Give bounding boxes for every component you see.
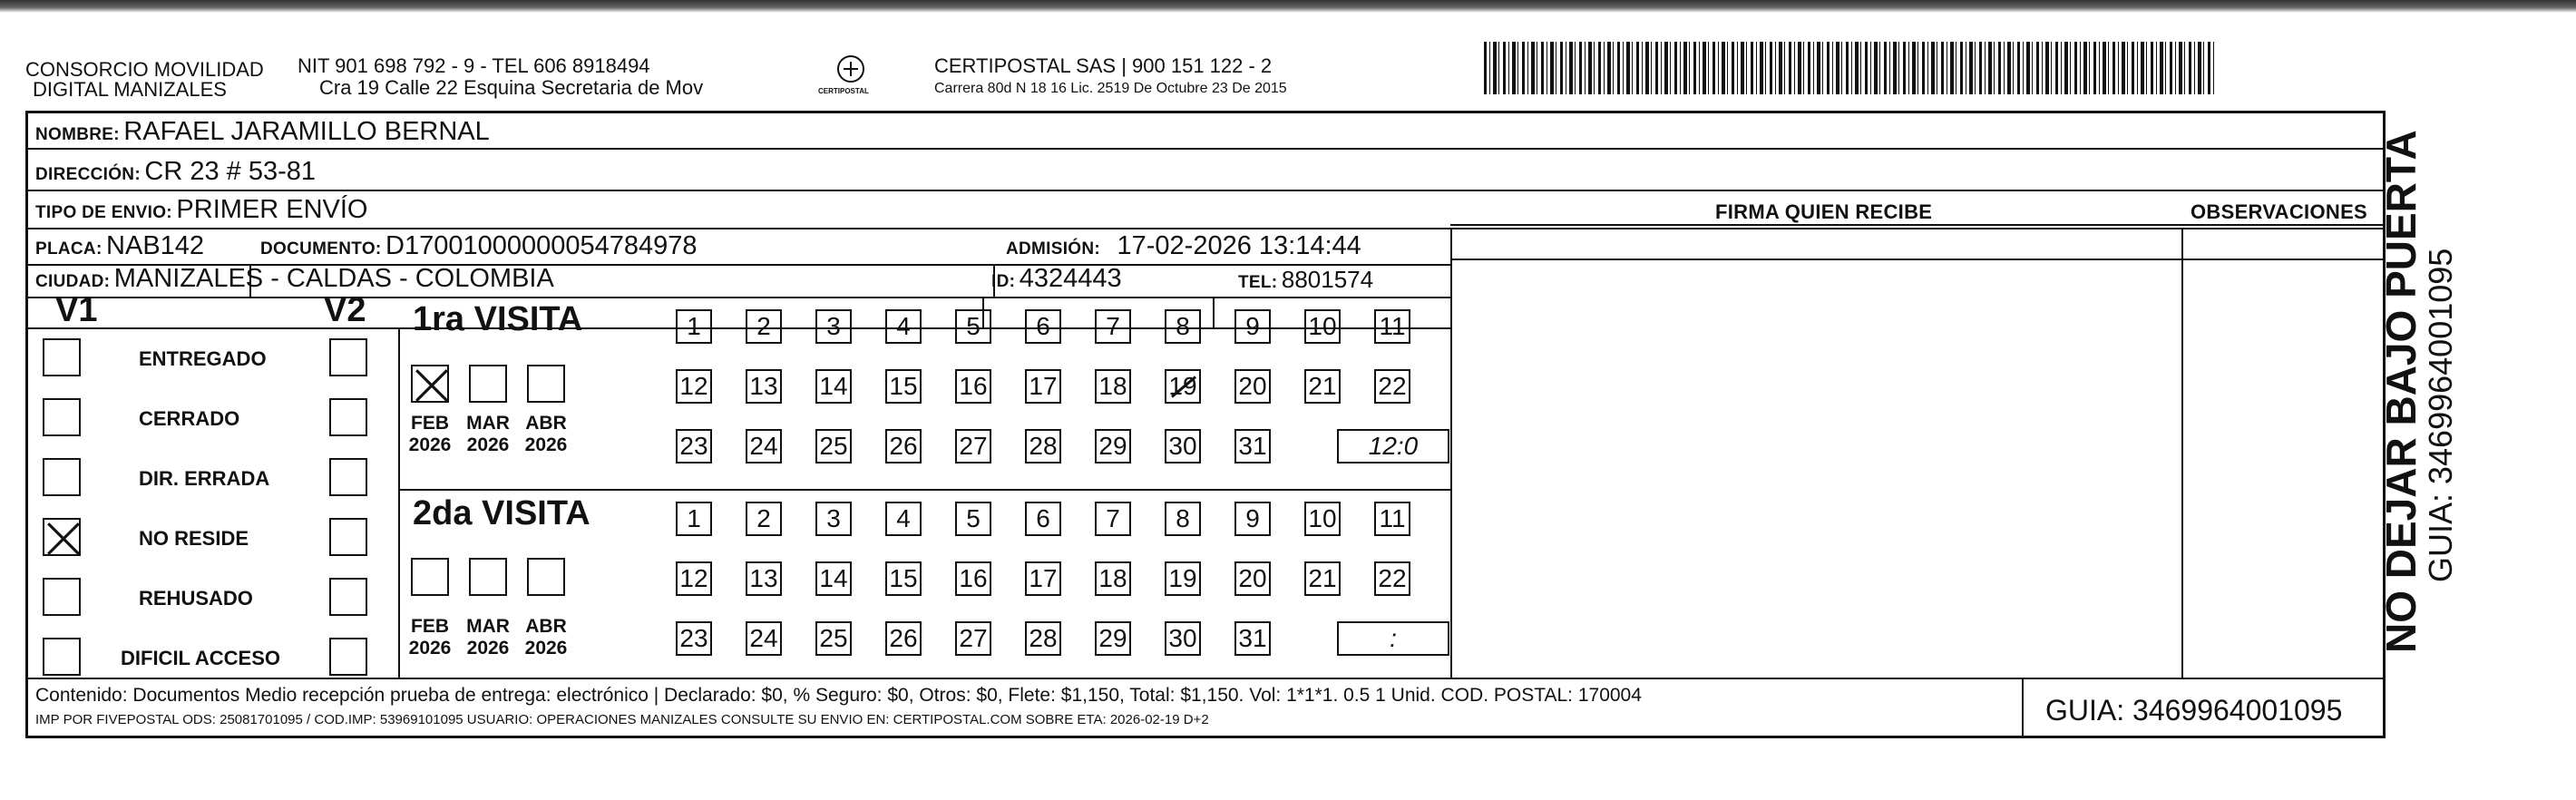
v2-label: V2: [324, 291, 366, 329]
documento-label: DOCUMENTO:: [260, 239, 382, 259]
month-name: FEB: [411, 616, 449, 637]
id-label: ID:: [991, 272, 1016, 291]
second-visit-month-label-2: [462, 616, 514, 659]
second-visit-day-16[interactable]: 16: [955, 561, 991, 596]
v1-checkbox-1[interactable]: [43, 338, 81, 376]
direccion-label: DIRECCIÓN:: [35, 165, 141, 184]
second-visit-day-10[interactable]: 10: [1304, 502, 1341, 536]
status-label-1: ENTREGADO: [139, 347, 267, 370]
footer-content-line: Contenido: Documentos Medio recepción prueba de entrega: electrónico | Declarado: $0, % Seguro: $0, Otros: $0, Flete: $1,150, Total: $1,150. Vol: 1*1*1. 0.5 1 Unid. COD. POSTAL: 170004: [35, 685, 1642, 706]
second-visit-day-9[interactable]: 9: [1234, 502, 1271, 536]
first-visit-day-27[interactable]: 27: [955, 429, 991, 463]
courier-address: Carrera 80d N 18 16 Lic. 2519 De Octubre 23 De 2015: [934, 81, 1287, 96]
status-label-3: DIR. ERRADA: [139, 467, 270, 490]
documento-field: [260, 231, 698, 261]
observaciones-header: OBSERVACIONES: [2191, 200, 2368, 223]
first-visit-day-21[interactable]: 21: [1304, 369, 1341, 404]
status-label-5: REHUSADO: [139, 587, 253, 610]
second-visit-day-29[interactable]: 29: [1095, 621, 1131, 656]
second-visit-day-4[interactable]: 4: [885, 502, 922, 536]
second-visit-day-24[interactable]: 24: [746, 621, 782, 656]
v2-checkbox-6[interactable]: [329, 638, 367, 676]
second-visit-day-2[interactable]: 2: [746, 502, 782, 536]
tipo-envio-row: [35, 195, 368, 225]
courier-name: CERTIPOSTAL SAS | 900 151 122 - 2: [934, 54, 1273, 77]
first-visit-day-11[interactable]: 11: [1374, 309, 1410, 344]
second-visit-heading: 2da VISITA: [413, 494, 590, 532]
admision-field: [1006, 231, 1361, 261]
ciudad-label: CIUDAD:: [35, 272, 111, 291]
id-field: [991, 264, 1122, 294]
second-visit-day-7[interactable]: 7: [1095, 502, 1131, 536]
v1-checkbox-3[interactable]: [43, 458, 81, 496]
first-visit-day-19[interactable]: 19: [1165, 369, 1201, 404]
footer-print-line: IMP POR FIVEPOSTAL ODS: 25081701095 / COD.IMP: 53969101095 USUARIO: OPERACIONES MANIZALES CONSULTE SU ENVIO EN: CERTIPOSTAL.COM SOBRE ETA: 2026-02-19 D+2: [35, 712, 1209, 727]
status-label-4: NO RESIDE: [139, 527, 249, 550]
first-visit-day-8[interactable]: 8: [1165, 309, 1201, 344]
first-visit-day-24[interactable]: 24: [746, 429, 782, 463]
ciudad-value: MANIZALES - CALDAS - COLOMBIA: [113, 264, 554, 293]
guia-footer: GUIA: 3469964001095: [2045, 694, 2343, 727]
first-visit-heading: 1ra VISITA: [413, 300, 583, 338]
placa-value: NAB142: [106, 231, 205, 260]
first-visit-day-26[interactable]: 26: [885, 429, 922, 463]
month-name: MAR: [466, 413, 510, 434]
first-visit-day-1[interactable]: 1: [676, 309, 712, 344]
v1-checkbox-5[interactable]: [43, 578, 81, 616]
second-visit-day-6[interactable]: 6: [1025, 502, 1061, 536]
first-visit-day-31[interactable]: 31: [1234, 429, 1271, 463]
v1-checkbox-2[interactable]: [43, 398, 81, 436]
first-visit-day-4[interactable]: 4: [885, 309, 922, 344]
month-year: 2026: [466, 434, 510, 455]
first-visit-day-18[interactable]: 18: [1095, 369, 1131, 404]
second-visit-month-label-3: [520, 616, 572, 659]
first-visit-month-mar[interactable]: [469, 365, 507, 403]
first-visit-day-23[interactable]: 23: [676, 429, 712, 463]
tel-label: TEL:: [1238, 273, 1278, 292]
second-visit-month-feb[interactable]: [411, 558, 449, 596]
first-visit-day-30[interactable]: 30: [1165, 429, 1201, 463]
id-value: 4324443: [1019, 264, 1122, 293]
delivery-form: [25, 111, 2386, 738]
scan-top-edge: [0, 0, 2576, 13]
second-visit-day-18[interactable]: 18: [1095, 561, 1131, 596]
first-visit-day-29[interactable]: 29: [1095, 429, 1131, 463]
first-visit-day-22[interactable]: 22: [1374, 369, 1410, 404]
v2-checkbox-4[interactable]: [329, 518, 367, 556]
first-visit-month-feb[interactable]: [411, 365, 449, 403]
v2-checkbox-3[interactable]: [329, 458, 367, 496]
first-visit-time-field[interactable]: 12:0: [1337, 429, 1449, 463]
second-visit-time-field[interactable]: :: [1337, 621, 1449, 656]
second-visit-day-3[interactable]: 3: [815, 502, 852, 536]
v1-checkbox-4[interactable]: [43, 518, 81, 556]
admision-label: ADMISIÓN:: [1006, 239, 1101, 259]
first-visit-day-9[interactable]: 9: [1234, 309, 1271, 344]
v1-label: V1: [55, 291, 98, 329]
barcode: [1484, 42, 2217, 94]
tel-value: 8801574: [1281, 266, 1374, 293]
guia-side: GUIA: 3469964001095: [2422, 248, 2459, 582]
first-visit-month-label-3: [520, 413, 572, 456]
second-visit-month-mar[interactable]: [469, 558, 507, 596]
second-visit-day-8[interactable]: 8: [1165, 502, 1201, 536]
second-visit-day-23[interactable]: 23: [676, 621, 712, 656]
v2-checkbox-5[interactable]: [329, 578, 367, 616]
second-visit-day-30[interactable]: 30: [1165, 621, 1201, 656]
tipo-envio-value: PRIMER ENVÍO: [176, 195, 368, 224]
second-visit-day-19[interactable]: 19: [1165, 561, 1201, 596]
first-visit-day-2[interactable]: 2: [746, 309, 782, 344]
nombre-value: RAFAEL JARAMILLO BERNAL: [123, 117, 490, 146]
second-visit-day-11[interactable]: 11: [1374, 502, 1410, 536]
second-visit-day-25[interactable]: 25: [815, 621, 852, 656]
admision-value: 17-02-2026 13:14:44: [1117, 231, 1361, 260]
address-line: Cra 19 Calle 22 Esquina Secretaria de Mov: [319, 76, 704, 99]
second-visit-day-27[interactable]: 27: [955, 621, 991, 656]
v1-checkbox-6[interactable]: [43, 638, 81, 676]
x-mark-icon: [44, 520, 83, 558]
ciudad-row: [35, 264, 554, 294]
month-name: MAR: [466, 616, 510, 637]
month-year: 2026: [408, 434, 452, 455]
day-strike-mark: [1171, 376, 1196, 397]
first-visit-day-10[interactable]: 10: [1304, 309, 1341, 344]
first-visit-day-17[interactable]: 17: [1025, 369, 1061, 404]
x-mark-icon: [413, 366, 451, 405]
month-name: FEB: [411, 413, 449, 434]
first-visit-day-3[interactable]: 3: [815, 309, 852, 344]
first-visit-day-13[interactable]: 13: [746, 369, 782, 404]
second-visit-day-20[interactable]: 20: [1234, 561, 1271, 596]
company-name-line1: CONSORCIO MOVILIDAD: [25, 58, 264, 81]
second-visit-day-31[interactable]: 31: [1234, 621, 1271, 656]
logo-text: CERTIPOSTAL: [818, 87, 869, 95]
company-name-line2: DIGITAL MANIZALES: [33, 78, 227, 101]
first-visit-day-12[interactable]: 12: [676, 369, 712, 404]
first-visit-month-abr[interactable]: [527, 365, 565, 403]
first-visit-day-15[interactable]: 15: [885, 369, 922, 404]
second-visit-day-28[interactable]: 28: [1025, 621, 1061, 656]
first-visit-day-7[interactable]: 7: [1095, 309, 1131, 344]
second-visit-day-12[interactable]: 12: [676, 561, 712, 596]
second-visit-month-abr[interactable]: [527, 558, 565, 596]
direccion-row: [35, 157, 316, 187]
month-year: 2026: [466, 638, 510, 659]
month-year: 2026: [524, 434, 568, 455]
firma-header: FIRMA QUIEN RECIBE: [1715, 200, 1933, 223]
second-visit-day-5[interactable]: 5: [955, 502, 991, 536]
second-visit-month-label-1: [404, 616, 456, 659]
first-visit-day-5[interactable]: 5: [955, 309, 991, 344]
second-visit-day-15[interactable]: 15: [885, 561, 922, 596]
first-visit-month-label-1: [404, 413, 456, 456]
status-label-6: DIFICIL ACCESO: [121, 647, 281, 669]
second-visit-day-26[interactable]: 26: [885, 621, 922, 656]
documento-value: D17001000000054784978: [385, 231, 698, 260]
status-label-2: CERRADO: [139, 407, 240, 430]
second-visit-day-14[interactable]: 14: [815, 561, 852, 596]
month-year: 2026: [524, 638, 568, 659]
second-visit-day-21[interactable]: 21: [1304, 561, 1341, 596]
first-visit-month-label-2: [462, 413, 514, 456]
tel-field: [1238, 266, 1373, 294]
placa-label: PLACA:: [35, 239, 102, 259]
first-visit-day-16[interactable]: 16: [955, 369, 991, 404]
second-visit-day-17[interactable]: 17: [1025, 561, 1061, 596]
month-year: 2026: [408, 638, 452, 659]
direccion-value: CR 23 # 53-81: [144, 157, 317, 186]
second-visit-day-1[interactable]: 1: [676, 502, 712, 536]
tipo-envio-label: TIPO DE ENVIO:: [35, 203, 172, 222]
v2-checkbox-2[interactable]: [329, 398, 367, 436]
month-name: ABR: [525, 413, 567, 434]
nombre-row: [35, 117, 490, 147]
first-visit-day-25[interactable]: 25: [815, 429, 852, 463]
first-visit-day-6[interactable]: 6: [1025, 309, 1061, 344]
nit-line: NIT 901 698 792 - 9 - TEL 606 8918494: [298, 54, 650, 77]
first-visit-day-14[interactable]: 14: [815, 369, 852, 404]
first-visit-day-28[interactable]: 28: [1025, 429, 1061, 463]
second-visit-day-22[interactable]: 22: [1374, 561, 1410, 596]
first-visit-day-20[interactable]: 20: [1234, 369, 1271, 404]
placa-row: [35, 231, 204, 261]
no-dejar-bajo-puerta: NO DEJAR BAJO PUERTA: [2377, 130, 2425, 653]
certipostal-logo-icon: [818, 49, 878, 103]
second-visit-day-13[interactable]: 13: [746, 561, 782, 596]
v2-checkbox-1[interactable]: [329, 338, 367, 376]
month-name: ABR: [525, 616, 567, 637]
nombre-label: NOMBRE:: [35, 125, 120, 144]
